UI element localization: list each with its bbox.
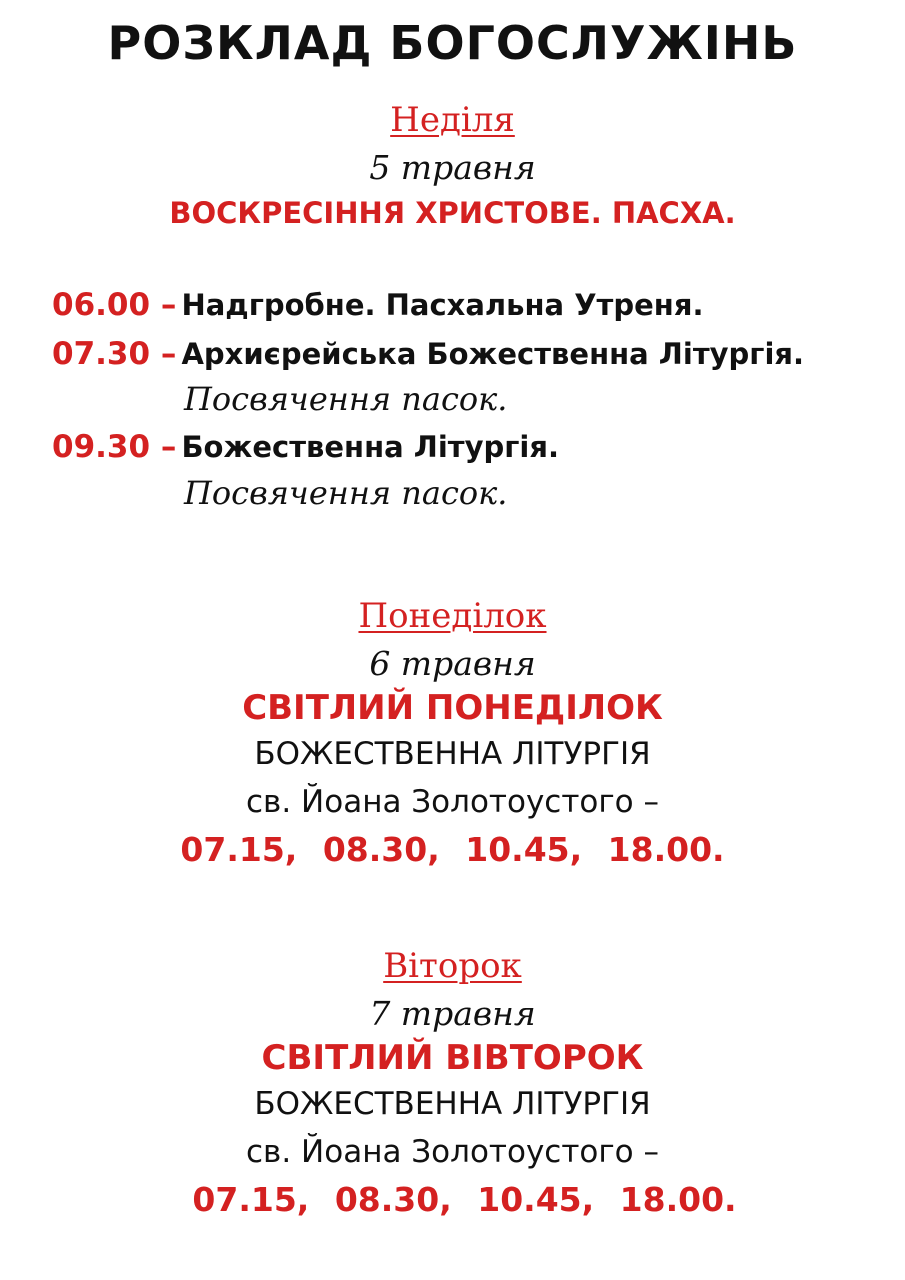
service-row-0930 [52,429,559,465]
service-name: Архиєрейська Божественна Літургія. [181,337,805,371]
tuesday-author: св. Йоана Золотоустого – [246,1134,659,1170]
monday-day-heading: Понеділок [358,596,547,636]
service-note: Посвячення пасок. [184,474,508,512]
service-name: Божественна Літургія. [181,430,559,464]
service-row-0600 [52,287,703,323]
monday-date: 6 травня [369,644,536,683]
page-title: РОЗКЛАД БОГОСЛУЖІНЬ [107,16,798,70]
tuesday-date: 7 травня [369,994,536,1033]
service-time: 09.30 – [52,429,177,465]
service-note: Посвячення пасок. [184,380,508,418]
sunday-day-heading: Неділя [390,100,515,140]
tuesday-day-heading: Віторок [383,946,522,986]
tuesday-liturgy: БОЖЕСТВЕННА ЛІТУРГІЯ [254,1086,651,1122]
monday-liturgy: БОЖЕСТВЕННА ЛІТУРГІЯ [254,736,651,772]
tuesday-feast: СВІТЛИЙ ВІВТОРОК [261,1038,644,1078]
service-row-0730 [52,336,804,372]
sunday-date: 5 травня [369,148,536,187]
monday-feast: СВІТЛИЙ ПОНЕДІЛОК [242,688,663,728]
monday-times: 07.15, 08.30, 10.45, 18.00. [180,830,725,869]
service-time: 06.00 – [52,287,177,323]
sunday-feast: ВОСКРЕСІННЯ ХРИСТОВЕ. ПАСХА. [169,196,736,230]
service-time: 07.30 – [52,336,177,372]
tuesday-times: 07.15, 08.30, 10.45, 18.00. [192,1180,737,1219]
monday-author: св. Йоана Золотоустого – [246,784,659,820]
service-name: Надгробне. Пасхальна Утреня. [181,288,704,322]
